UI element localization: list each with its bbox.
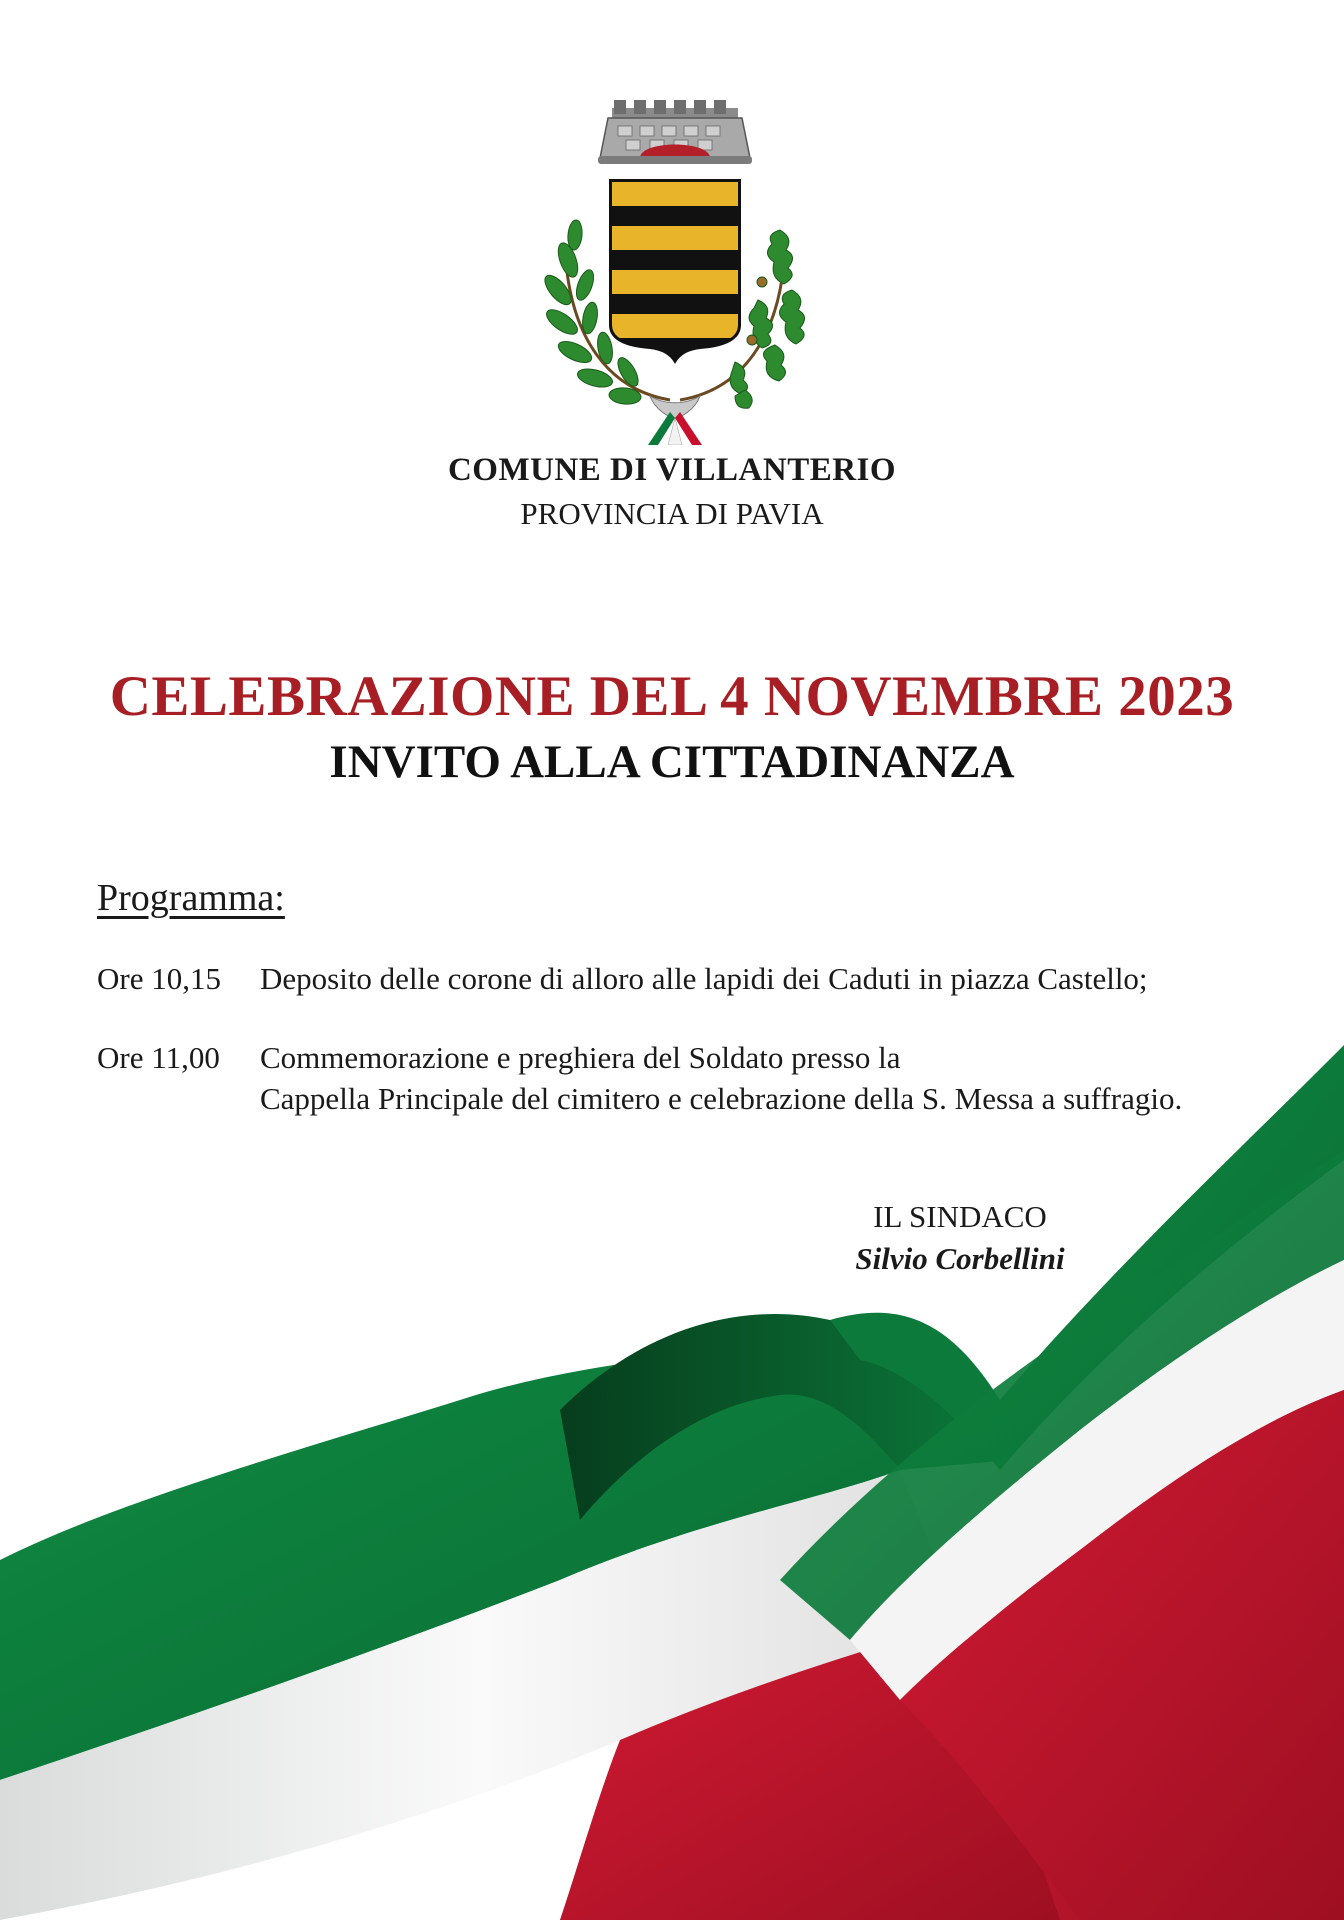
shield-icon	[610, 180, 740, 362]
signer-name: Silvio Corbellini	[855, 1241, 1065, 1276]
program-item-description	[260, 958, 1344, 999]
event-title: CELEBRAZIONE DEL 4 NOVEMBRE 2023	[109, 665, 1235, 728]
program-item-line: Deposito delle corone di alloro alle lapidi dei Caduti in piazza Castello;	[260, 961, 1148, 996]
program-item-line: Commemorazione e preghiera del Soldato presso la	[260, 1040, 901, 1075]
comune-name: COMUNE DI VILLANTERIO	[447, 452, 897, 488]
program-item-line: Cappella Principale del cimitero e celebrazione della S. Messa a suffragio.	[260, 1081, 1183, 1116]
ribbon-knot-icon	[648, 396, 702, 445]
program-item-description	[260, 1037, 1344, 1119]
program-heading: Programma:	[97, 877, 285, 919]
program-item-time: Ore 10,15	[97, 961, 221, 996]
signer-title: IL SINDACO	[873, 1199, 1047, 1234]
program-item-time: Ore 11,00	[97, 1040, 220, 1075]
event-subtitle: INVITO ALLA CITTADINANZA	[329, 736, 1015, 788]
coat-of-arms-icon	[530, 100, 820, 445]
crown-icon	[598, 100, 752, 164]
provincia-name: PROVINCIA DI PAVIA	[520, 496, 824, 531]
